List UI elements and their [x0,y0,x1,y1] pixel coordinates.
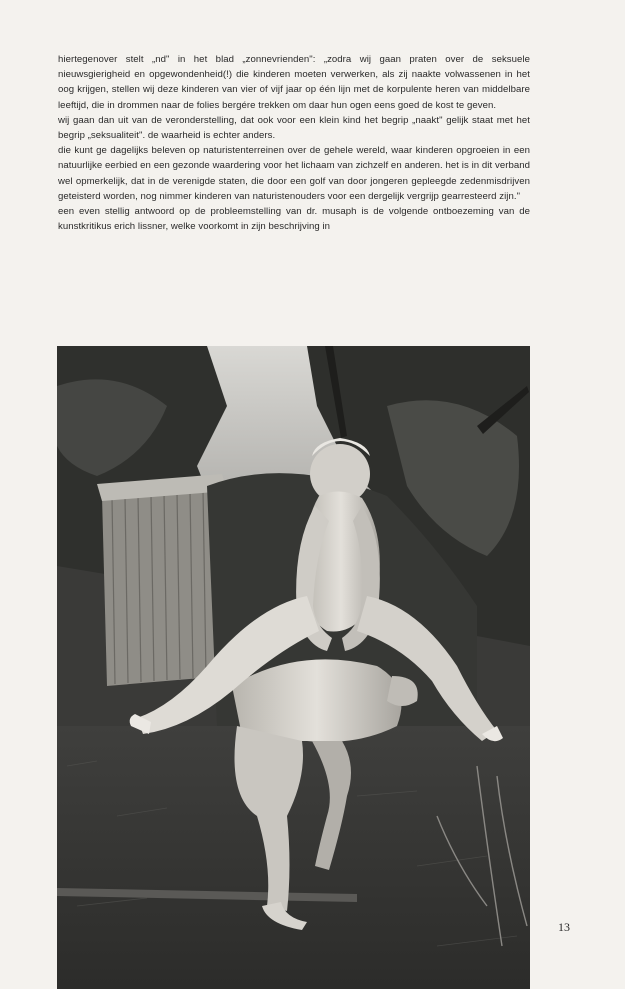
paragraph: die kunt ge dagelijks beleven op naturistenterreinen over de gehele wereld, waar kinderen opgroeien in een natuurlijke eerbied en een gezonde waardering voor het lichaam van zichzelf en anderen. het is in dit verband wel opmerkelijk, dat in de verenigde staten, die door een golf van door jongeren gepleegde zedenmisdrijven geteisterd worden, nog nimmer kinderen van naturistenouders voor een dergelijk vergrijp gearresteerd zijn." [58,145,530,202]
paragraph: wij gaan dan uit van de veronderstelling, dat ook voor een klein kind het begrip „naakt" gelijk staat met het begrip „seksualiteit". de waarheid is echter anders. [58,114,530,142]
paragraph: hiertegenover stelt „nd" in het blad „zonnevrienden": „zodra wij gaan praten over de seksuele nieuwsgierigheid en opgewondenheid(!) die kinderen moeten verwerken, als zij naakte volwassenen in het oog krijgen, stellen wij deze kinderen van vier of vijf jaar op één lijn met de korpulente heren van middelbare leeftijd, die in drommen naar de folies bergére trekken om daar hun ogen eens goed de kost te geven. [58,54,530,111]
photograph-image [57,346,530,989]
paragraph: een even stellig antwoord op de probleemstelling van dr. musaph is de volgende ontboezeming van de kunstkritikus erich lissner, welke voorkomt in zijn beschrijving in [58,206,530,233]
article-text [58,52,530,234]
photograph [57,346,530,989]
page-number: 13 [558,920,570,934]
